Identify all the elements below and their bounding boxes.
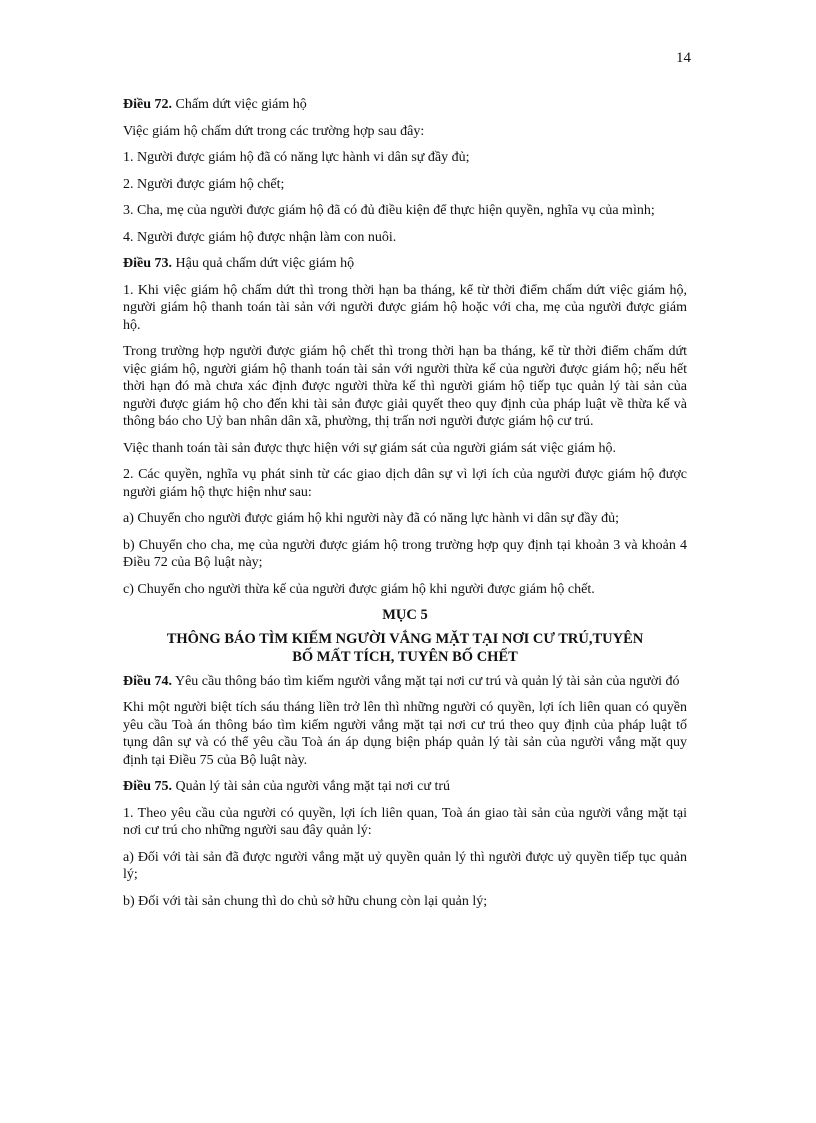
article-75-label: Điều 75. [123, 779, 172, 794]
article-72-item-3: 3. Cha, mẹ của người được giám hộ đã có đủ điều kiện để thực hiện quyền, nghĩa vụ của mình; [123, 203, 655, 218]
article-74-heading [123, 673, 687, 691]
section-title-line-2: BỐ MẤT TÍCH, TUYÊN BỐ CHẾT [292, 648, 518, 665]
article-73-paragraph-4: 2. Các quyền, nghĩa vụ phát sinh từ các giao dịch dân sự vì lợi ích của người được giám hộ được người giám hộ thực hiện như sau: [123, 467, 687, 500]
article-73-label: Điều 73. [123, 256, 172, 271]
article-74-paragraph-1: Khi một người biệt tích sáu tháng liền trở lên thì những người có quyền, lợi ích liên quan có quyền yêu cầu Toà án thông báo tìm kiếm người vắng mặt tại nơi cư trú theo quy định của pháp luật tố tụng dân sự và có thể yêu cầu Toà án áp dụng biện pháp quản lý tài sản của người vắng mặt quy định tại Điều 75 của Bộ luật này. [123, 700, 687, 768]
article-75-heading [123, 778, 687, 796]
section-title [123, 630, 687, 666]
article-72-label: Điều 72. [123, 97, 172, 112]
article-75-paragraph-1: 1. Theo yêu cầu của người có quyền, lợi ích liên quan, Toà án giao tài sản của người vắng mặt tại nơi cư trú cho những người sau đây quản lý: [123, 805, 687, 838]
document-body [123, 96, 687, 919]
article-72-intro: Việc giám hộ chấm dứt trong các trường hợp sau đây: [123, 123, 425, 139]
article-74-title: Yêu cầu thông báo tìm kiếm người vắng mặt tại nơi cư trú và quản lý tài sản của người đó [174, 673, 680, 689]
article-75-title: Quản lý tài sản của người vắng mặt tại nơi cư trú [175, 779, 451, 794]
article-72-item-2: 2. Người được giám hộ chết; [123, 176, 285, 192]
article-75-item-a: a) Đối với tài sản đã được người vắng mặt uỷ quyền quản lý thì người được uỷ quyền tiếp tục quản lý; [123, 849, 687, 882]
article-72-item-1: 1. Người được giám hộ đã có năng lực hành vi dân sự đầy đủ; [123, 150, 470, 165]
section-title-line-1: THÔNG BÁO TÌM KIẾM NGƯỜI VẮNG MẶT TẠI NƠI CƯ TRÚ,TUYÊN [166, 630, 644, 647]
article-73-item-c: c) Chuyển cho người thừa kế của người được giám hộ khi người được giám hộ chết. [123, 581, 595, 597]
article-74-label: Điều 74. [123, 673, 172, 689]
article-72-item-4: 4. Người được giám hộ được nhận làm con nuôi. [123, 229, 397, 245]
article-73-title: Hậu quả chấm dứt việc giám hộ [175, 256, 355, 271]
article-73-item-a: a) Chuyển cho người được giám hộ khi người này đã có năng lực hành vi dân sự đầy đủ; [123, 511, 619, 526]
article-72-title: Chấm dứt việc giám hộ [175, 97, 307, 112]
page-number: 14 [676, 50, 691, 66]
article-72-heading [123, 96, 687, 114]
article-75-item-b: b) Đối với tài sản chung thì do chủ sở hữu chung còn lại quản lý; [123, 893, 488, 909]
article-73-item-b: b) Chuyển cho cha, mẹ của người được giám hộ trong trường hợp quy định tại khoản 3 và khoản 4 Điều 72 của Bộ luật này; [123, 537, 687, 570]
article-73-paragraph-3: Việc thanh toán tài sản được thực hiện với sự giám sát của người giám sát việc giám hộ. [123, 440, 616, 456]
article-73-paragraph-2: Trong trường hợp người được giám hộ chết thì trong thời hạn ba tháng, kể từ thời điểm chấm dứt việc giám hộ, người giám hộ thanh toán tài sản với người thừa kế của người được giám hộ; nếu hết thời hạn đó mà chưa xác định được người thừa kế thì người giám hộ tiếp tục quản lý tài sản của người được giám hộ cho đến khi tài sản được giải quyết theo quy định của pháp luật về thừa kế và thông báo cho Uỷ ban nhân dân xã, phường, thị trấn nơi người được giám hộ cư trú. [123, 344, 687, 429]
article-73-paragraph-1: 1. Khi việc giám hộ chấm dứt thì trong thời hạn ba tháng, kể từ thời điểm chấm dứt việc giám hộ, người giám hộ thanh toán tài sản với người được giám hộ hoặc với cha, mẹ của người được giám hộ. [123, 282, 687, 333]
article-73-heading [123, 255, 687, 273]
section-label: MỤC 5 [382, 607, 428, 623]
